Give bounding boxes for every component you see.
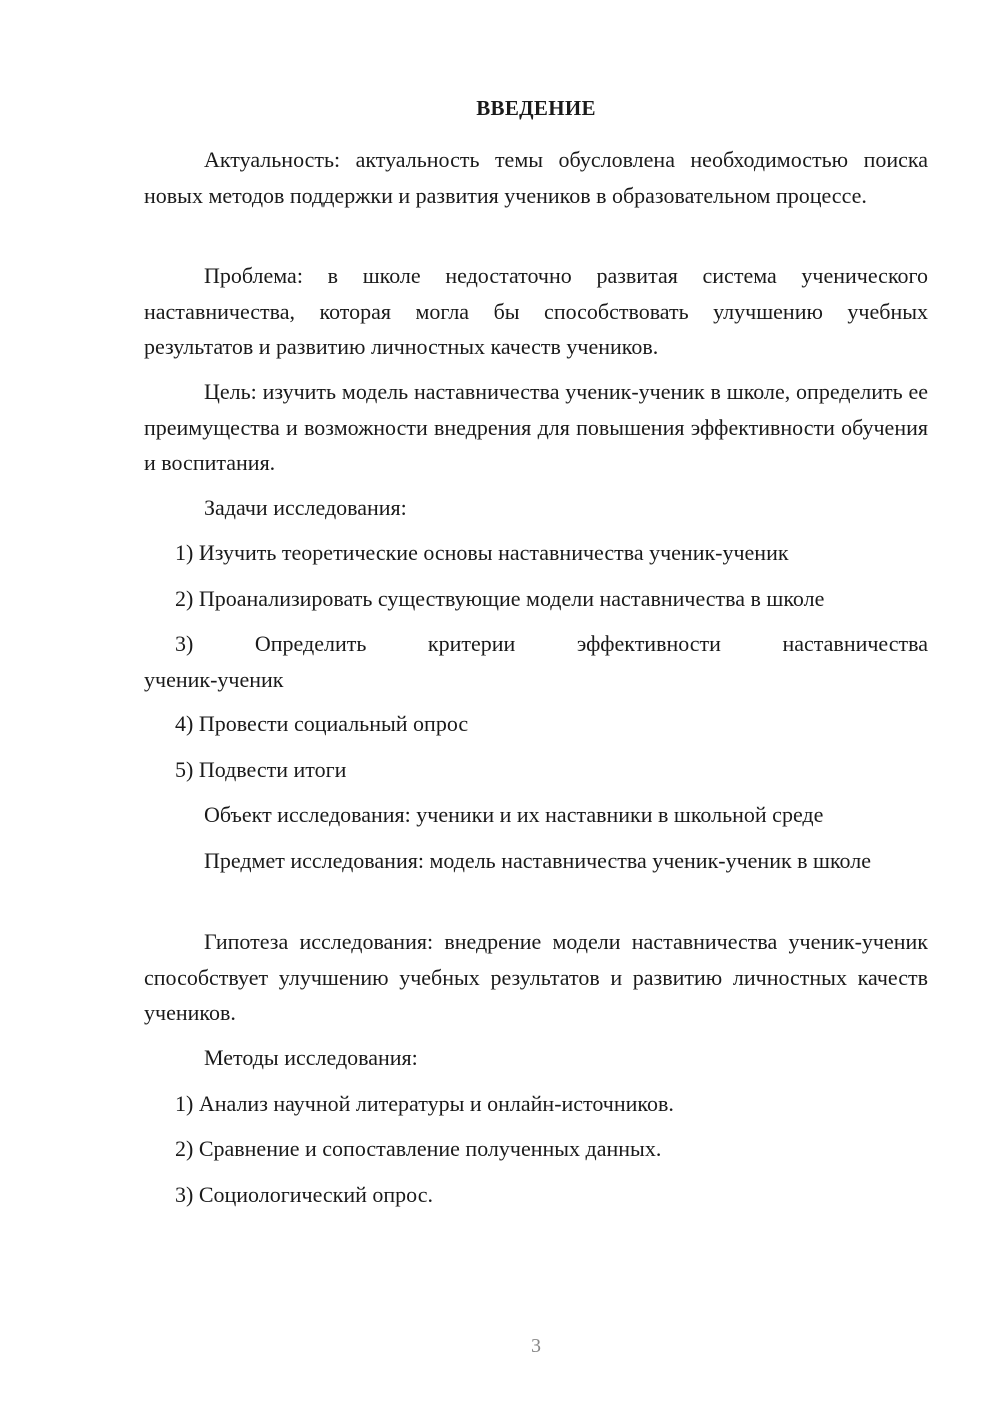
- methods-heading: Методы исследования:: [204, 1045, 418, 1070]
- method-item-2: 2) Сравнение и сопоставление полученных данных.: [175, 1136, 662, 1161]
- paragraph-subject: Предмет исследования: модель наставничества ученик-ученик в школе: [204, 848, 872, 873]
- paragraph-object: Объект исследования: ученики и их наставники в школьной среде: [204, 802, 824, 827]
- task-item-2: 2) Проанализировать существующие модели наставничества в школе: [175, 586, 825, 611]
- paragraph-goal: Цель: изучить модель наставничества ученик-ученик в школе, определить ее преимущества и возможности внедрения для повышения эффективности обучения и воспитания.: [144, 379, 928, 475]
- paragraph-relevance: Актуальность: актуальность темы обусловлена необходимостью поиска новых методов поддержки и развития учеников в образовательном процессе.: [144, 147, 928, 208]
- paragraph-problem: Проблема: в школе недостаточно развитая система ученического наставничества, которая могла бы способствовать улучшению учебных результатов и развитию личностных качеств учеников.: [144, 263, 928, 359]
- task-item-4: 4) Провести социальный опрос: [175, 711, 469, 736]
- method-item-3: 3) Социологический опрос.: [175, 1182, 433, 1207]
- paragraph-hypothesis: Гипотеза исследования: внедрение модели наставничества ученик-ученик способствует улучшению учебных результатов и развитию личностных качеств учеников.: [144, 929, 928, 1025]
- page-title: ВВЕДЕНИЕ: [476, 96, 596, 120]
- task-item-3: 3) Определить критерии эффективности наставничества ученик-ученик: [144, 631, 928, 692]
- task-item-5: 5) Подвести итоги: [175, 757, 347, 782]
- tasks-heading: Задачи исследования:: [204, 495, 407, 520]
- method-item-1: 1) Анализ научной литературы и онлайн-источников.: [175, 1091, 674, 1116]
- task-item-1: 1) Изучить теоретические основы наставничества ученик-ученик: [175, 540, 789, 565]
- page-number: 3: [531, 1335, 541, 1357]
